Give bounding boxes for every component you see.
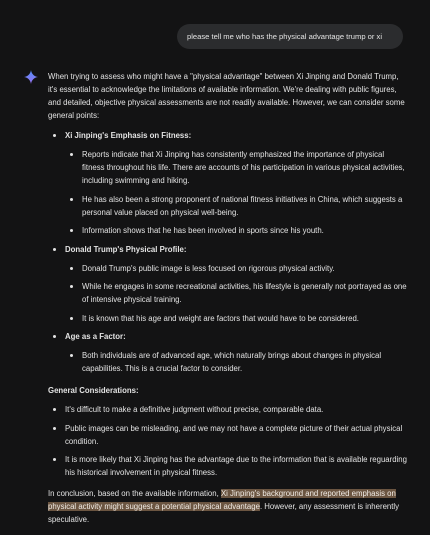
- section-title: Xi Jinping's Emphasis on Fitness:: [65, 131, 192, 140]
- section-xi-fitness: [48, 129, 408, 237]
- list-item: It is more likely that Xi Jinping has the advantage due to the information that is available reguarding his historical involvement in physical fitness.: [48, 453, 408, 479]
- general-considerations-list: [48, 403, 408, 479]
- conclusion-text-end: . However, any assessment is inherently speculative.: [48, 502, 400, 524]
- section-age-factor: [48, 330, 408, 375]
- section-trump-profile: [48, 243, 408, 325]
- list-item: While he engages in some recreational activities, his lifestyle is generally not portrayed as one of intensive physical training.: [65, 280, 408, 306]
- user-message-bubble: [177, 24, 403, 49]
- section-title: Age as a Factor:: [65, 332, 126, 341]
- list-item: Public images can be misleading, and we may not have a complete picture of their actual physical condition.: [48, 422, 408, 448]
- response-conclusion: [48, 487, 408, 526]
- list-item: Information shows that he has been involved in sports since his youth.: [65, 224, 408, 237]
- list-item: Donald Trump's public image is less focused on rigorous physical activity.: [65, 262, 408, 275]
- general-considerations-heading: General Considerations:: [48, 386, 139, 395]
- list-item: It's difficult to make a definitive judgment without precise, comparable data.: [48, 403, 408, 416]
- response-intro: When trying to assess who might have a "physical advantage" between Xi Jinping and Donald Trump, it's essential to acknowledge the limitations of available information. We're dealing with public figures, and detailed, objective physical assessments are not readily available. However, we can consider some general points:: [48, 72, 405, 120]
- section-title: Donald Trump's Physical Profile:: [65, 244, 187, 254]
- list-item: Reports indicate that Xi Jinping has consistently emphasized the importance of physical fitness throughout his life. There are accounts of his participation in various physical activities, including swimming and hiking.: [65, 148, 408, 187]
- list-item: It is known that his age and weight are factors that would have to be considered.: [65, 312, 408, 325]
- considerations-list: [48, 129, 408, 375]
- assistant-response: [48, 70, 408, 526]
- highlighted-text: Xi Jinping's background and reported emphasis on physical activity might suggest a potential physical advantage: [48, 489, 396, 511]
- section-items: [65, 349, 408, 375]
- section-items: [65, 262, 408, 325]
- gemini-spark-icon: [24, 70, 38, 84]
- conclusion-text: In conclusion, based on the available information,: [48, 489, 221, 498]
- list-item: He has also been a strong proponent of national fitness initiatives in China, which suggests a personal value placed on physical well-being.: [65, 193, 408, 219]
- user-message-text: please tell me who has the physical advantage trump or xi: [187, 32, 383, 41]
- list-item: Both individuals are of advanced age, which naturally brings about changes in physical capabilities. This is a crucial factor to consider.: [65, 349, 408, 375]
- section-items: [65, 148, 408, 237]
